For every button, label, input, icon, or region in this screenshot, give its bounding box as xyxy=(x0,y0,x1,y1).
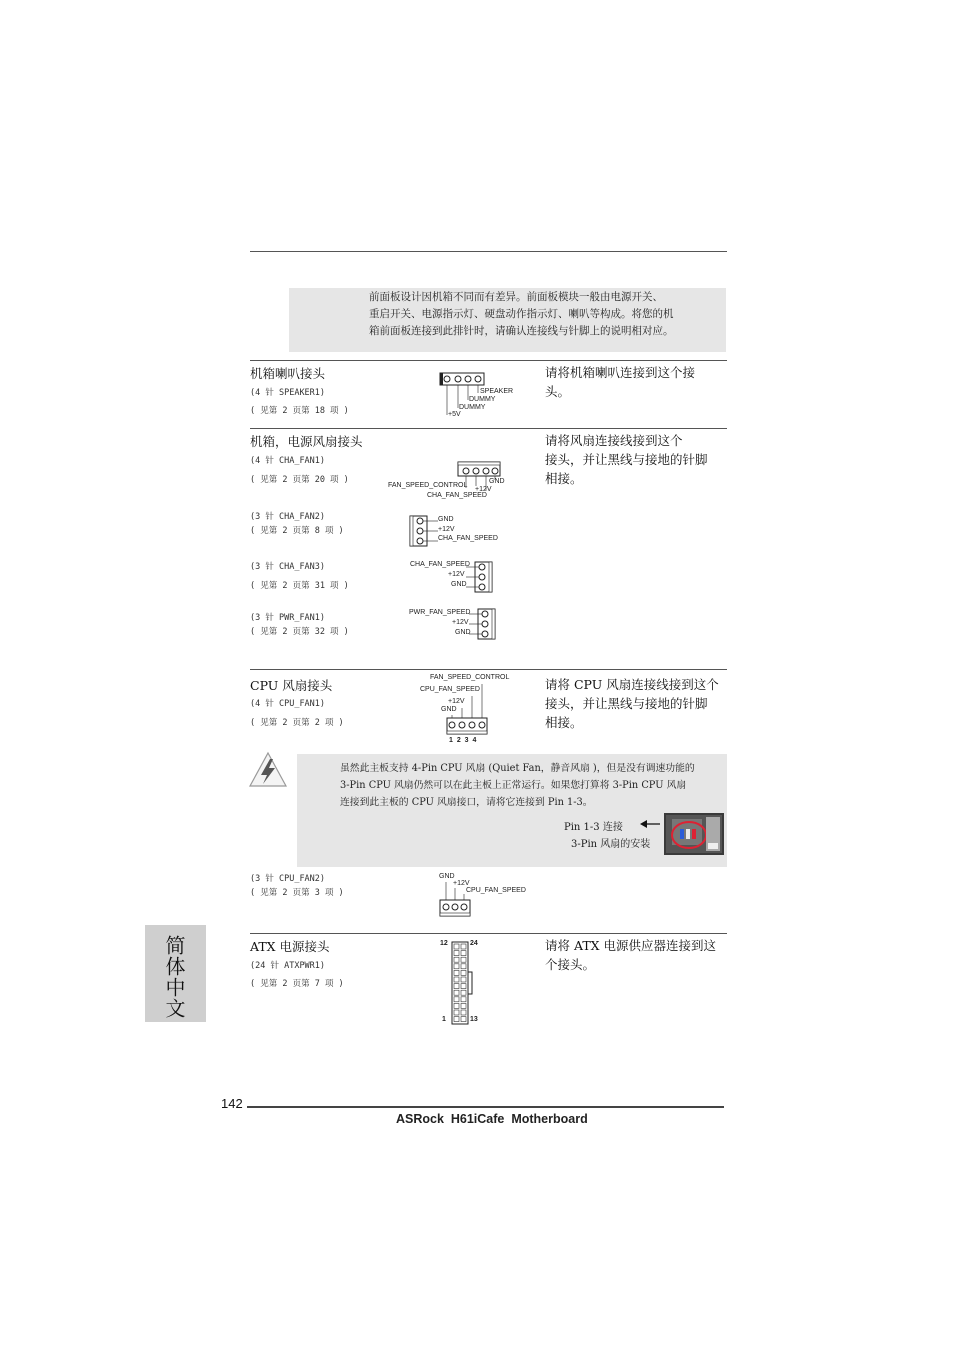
atx-desc-line: 请将 ATX 电源供应器连接到这 xyxy=(545,938,717,953)
cpu-fan-desc-line: 相接。 xyxy=(545,715,583,730)
cpu-fan-label-ctrl: FAN_SPEED_CONTROL xyxy=(430,674,510,681)
speaker-label-speaker: SPEAKER xyxy=(480,388,514,395)
speaker-pins: (4 针 SPEAKER1) xyxy=(250,388,326,398)
cha-fan3-label-12v: +12V xyxy=(448,571,465,578)
atx-desc xyxy=(545,936,716,974)
cpu-fan-title: CPU 风扇接头 xyxy=(250,678,333,693)
speaker-desc-line: 请将机箱喇叭连接到这个接 xyxy=(545,365,696,380)
cpu-fan2-label-speed: CPU_FAN_SPEED xyxy=(466,887,526,894)
cha-fan2-pins: (3 针 CHA_FAN2) xyxy=(250,512,326,522)
chassis-fan-title: 机箱，电源风扇接头 xyxy=(250,434,363,449)
page-number: 142 xyxy=(221,1096,243,1111)
atx-label-24: 24 xyxy=(470,940,478,947)
cpu-fan-label-12v: +12V xyxy=(448,698,465,705)
footer-title: ASRock H61iCafe Motherboard xyxy=(396,1112,588,1126)
intro-note-line: 重启开关、电源指示灯、硬盘动作指示灯、喇叭等构成。将您的机 xyxy=(369,308,674,320)
chassis-fan-desc-line: 相接。 xyxy=(545,471,583,486)
cpu-fan2-label-gnd: GND xyxy=(439,873,455,880)
intro-note-text xyxy=(369,289,721,340)
chassis-fan-desc xyxy=(545,431,708,488)
pwr-fan1-label-12v: +12V xyxy=(452,619,469,626)
atx-connector-diagram xyxy=(450,940,476,1026)
section-rule-atx xyxy=(250,933,727,934)
cha-fan3-ref: ( 见第 2 页第 31 项 ) xyxy=(250,581,349,591)
warning-line: 虽然此主板支持 4-Pin CPU 风扇 (Quiet Fan，静音风扇 )，但是没有调速功能的 xyxy=(340,763,695,774)
cpu-fan-header-diagram xyxy=(445,680,490,738)
pwr-fan1-pins: (3 针 PWR_FAN1) xyxy=(250,613,326,623)
cpu-fan-pin-numbers: 1 2 3 4 xyxy=(449,737,478,744)
cpu-fan-pins: (4 针 CPU_FAN1) xyxy=(250,699,326,709)
speaker-label-5v: +5V xyxy=(448,411,461,418)
warning-line: 3-Pin CPU 风扇仍然可以在此主板上正常运行。如果您打算将 3-Pin CPU 风扇 xyxy=(340,780,687,791)
cpu-fan2-label-12v: +12V xyxy=(453,880,470,887)
cpu-fan2-header-diagram xyxy=(438,880,472,920)
intro-note-line: 前面板设计因机箱不同而有差异。前面板模块一般由电源开关、 xyxy=(369,291,663,303)
cpu-fan-ref: ( 见第 2 页第 2 项 ) xyxy=(250,718,344,728)
footer-rule xyxy=(247,1106,724,1108)
section-rule-speaker xyxy=(250,360,727,361)
cha-fan2-ref: ( 见第 2 页第 8 项 ) xyxy=(250,526,344,536)
cha-fan2-header-diagram xyxy=(408,514,440,548)
pin-caption-1: Pin 1-3 连接 xyxy=(564,822,623,833)
atx-desc-line: 个接头。 xyxy=(545,957,596,972)
section-rule-cpu xyxy=(250,669,727,670)
cha-fan1-label-ctrl: FAN_SPEED_CONTROL xyxy=(388,482,468,489)
cpu-fan-desc-line: 请将 CPU 风扇连接线接到这个 xyxy=(545,677,719,692)
pwr-fan1-header-diagram xyxy=(469,607,497,641)
atx-label-12: 12 xyxy=(440,940,448,947)
cha-fan3-label-speed: CHA_FAN_SPEED xyxy=(410,561,470,568)
speaker-label-dummy1: DUMMY xyxy=(469,396,496,403)
speaker-label-dummy2: DUMMY xyxy=(459,404,486,411)
speaker-title: 机箱喇叭接头 xyxy=(250,366,326,381)
cha-fan3-header-diagram xyxy=(466,560,494,594)
cpu-fan-label-gnd: GND xyxy=(441,706,457,713)
cha-fan2-label-12v: +12V xyxy=(438,526,455,533)
cha-fan1-label-gnd: GND xyxy=(489,478,505,485)
cpu-fan-label-speed: CPU_FAN_SPEED xyxy=(420,686,480,693)
speaker-desc-line: 头。 xyxy=(545,384,571,399)
cpu-fan2-pins: (3 针 CPU_FAN2) xyxy=(250,874,326,884)
cha-fan1-ref: ( 见第 2 页第 20 项 ) xyxy=(250,475,349,485)
pin-caption-2: 3-Pin 风扇的安装 xyxy=(571,839,651,850)
cha-fan2-label-gnd: GND xyxy=(438,516,454,523)
atx-label-1: 1 xyxy=(442,1016,446,1023)
cha-fan1-label-speed: CHA_FAN_SPEED xyxy=(427,492,487,499)
language-side-tab-label: 简体中文 xyxy=(162,935,186,1019)
warning-text xyxy=(340,760,728,811)
atx-label-13: 13 xyxy=(470,1016,478,1023)
arrow-left-icon xyxy=(638,818,662,830)
intro-note-line: 箱前面板连接到此排针时，请确认连接线与针脚上的说明相对应。 xyxy=(369,325,674,337)
chassis-fan-desc-line: 请将风扇连接线接到这个 xyxy=(545,433,683,448)
cpu-fan2-ref: ( 见第 2 页第 3 项 ) xyxy=(250,888,344,898)
pwr-fan1-ref: ( 见第 2 页第 32 项 ) xyxy=(250,627,349,637)
cha-fan3-label-gnd: GND xyxy=(451,581,467,588)
section-rule-chassis xyxy=(250,428,727,429)
fan-installation-photo xyxy=(664,813,724,855)
pwr-fan1-label-gnd: GND xyxy=(455,629,471,636)
cha-fan1-label-12v: +12V xyxy=(475,486,492,493)
warning-line: 连接到此主板的 CPU 风扇接口，请将它连接到 Pin 1-3。 xyxy=(340,797,593,808)
cpu-fan-desc xyxy=(545,675,719,732)
cha-fan2-label-speed: CHA_FAN_SPEED xyxy=(438,535,498,542)
cha-fan1-pins: (4 针 CHA_FAN1) xyxy=(250,456,326,466)
cpu-fan-desc-line: 接头，并让黑线与接地的针脚 xyxy=(545,696,708,711)
top-rule xyxy=(250,251,727,252)
speaker-desc xyxy=(545,363,695,401)
chassis-fan-desc-line: 接头，并让黑线与接地的针脚 xyxy=(545,452,708,467)
warning-icon xyxy=(247,750,289,790)
atx-ref: ( 见第 2 页第 7 项 ) xyxy=(250,979,344,989)
atx-title: ATX 电源接头 xyxy=(250,939,330,954)
speaker-ref: ( 见第 2 页第 18 项 ) xyxy=(250,406,349,416)
atx-pins: (24 针 ATXPWR1) xyxy=(250,961,326,971)
pwr-fan1-label-speed: PWR_FAN_SPEED xyxy=(409,609,471,616)
cha-fan3-pins: (3 针 CHA_FAN3) xyxy=(250,562,326,572)
language-side-tab xyxy=(145,925,206,1022)
